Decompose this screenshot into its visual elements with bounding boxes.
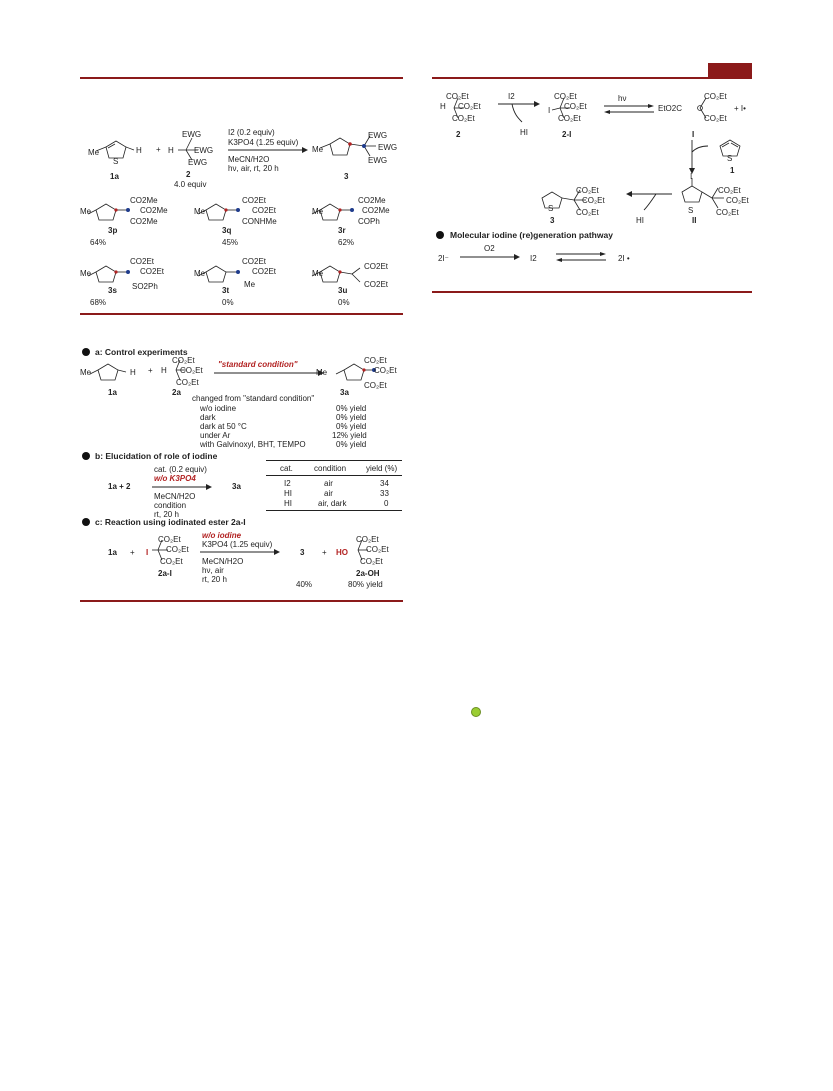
- condition-line: cat. (0.2 equiv): [154, 465, 207, 474]
- ewg-label: EWG: [368, 156, 388, 165]
- scheme-divider: [80, 313, 403, 315]
- control-row-yield: 0% yield: [336, 422, 367, 431]
- control-row-condition: w/o iodine: [200, 404, 237, 413]
- s-label: S: [548, 204, 554, 213]
- control-row-yield: 12% yield: [332, 431, 367, 440]
- product-id: 3t: [222, 286, 230, 295]
- i2-label: I2: [530, 254, 537, 263]
- h-label: H: [161, 366, 167, 375]
- iodine-label: I: [548, 106, 551, 115]
- iodine-label: I: [690, 172, 693, 181]
- condition-line: I2 (0.2 equiv): [228, 128, 275, 137]
- header-tag: [708, 63, 752, 77]
- group-label: CO₂Et: [704, 114, 727, 123]
- product-id: 3q: [222, 226, 232, 235]
- group-label: CO₂Et: [160, 557, 183, 566]
- condition-line: MeCN/H2O: [228, 155, 270, 164]
- product-yield: 62%: [338, 238, 355, 247]
- h-label: H: [168, 146, 174, 155]
- iodine-radical-label: + I•: [734, 104, 746, 113]
- condition-line: hν, air: [202, 566, 224, 575]
- equiv-label: 4.0 equiv: [174, 180, 207, 189]
- curved-arrow: [496, 100, 540, 130]
- group-label: CO₂Et: [716, 208, 739, 217]
- group-label: CO2Et: [242, 196, 267, 205]
- group-label: CO₂Et: [704, 92, 727, 101]
- group-label: CO2Et: [130, 257, 155, 266]
- product-id: 3u: [338, 286, 348, 295]
- me-label: Me: [316, 368, 328, 377]
- product-yield: 0%: [338, 298, 350, 307]
- product-yield: 64%: [90, 238, 107, 247]
- iodine-label: I: [146, 548, 149, 557]
- group-label: EtO2C: [658, 104, 683, 113]
- control-row-yield: 0% yield: [336, 440, 367, 449]
- group-label: CO₂Et: [176, 378, 199, 387]
- iodine-radical-label: 2I •: [618, 254, 630, 263]
- condition-line: K3PO4 (1.25 equiv): [202, 540, 273, 549]
- section-b-reactants: 1a + 2: [108, 482, 131, 491]
- reaction-arrow: [214, 370, 324, 376]
- group-label: CO2Et: [252, 267, 277, 276]
- h-label: H: [136, 146, 142, 155]
- group-label: CO₂Et: [576, 186, 599, 195]
- section-c-title: c: Reaction using iodinated ester 2a-I: [95, 517, 246, 527]
- table-rule: [266, 510, 402, 511]
- annotation-marker-icon[interactable]: [471, 707, 481, 717]
- bullet-dot: [82, 518, 90, 526]
- plus-sign: +: [148, 366, 153, 375]
- group-label: CO₂Et: [364, 381, 387, 390]
- reaction-arrow: [228, 147, 308, 153]
- bullet-dot: [82, 452, 90, 460]
- table-rule: [266, 460, 402, 461]
- compound-ii-label: II: [692, 216, 697, 225]
- condition-line: w/o iodine: [202, 531, 242, 540]
- group-label: CO₂Et: [166, 545, 189, 554]
- condition-line: MeCN/H2O: [154, 492, 196, 501]
- table-header: cat.: [280, 464, 293, 473]
- table-cell: 0: [384, 499, 389, 508]
- group-label: SO2Ph: [132, 282, 158, 291]
- equilibrium-arrow: [556, 252, 606, 264]
- product-id: 3s: [108, 286, 117, 295]
- header-rule-right: [432, 77, 752, 79]
- group-label: CO₂Et: [554, 92, 577, 101]
- control-row-condition: dark at 50 °C: [200, 422, 247, 431]
- group-label: CO₂Et: [452, 114, 475, 123]
- s-label: S: [688, 206, 694, 215]
- group-label: CO₂Et: [366, 545, 389, 554]
- condition-line: rt, 20 h: [202, 575, 227, 584]
- product-yield: 0%: [222, 298, 234, 307]
- group-label: CO₂Et: [576, 208, 599, 217]
- me-label: Me: [80, 368, 92, 377]
- control-row-condition: dark: [200, 413, 216, 422]
- compound-1a-label: 1a: [108, 388, 117, 397]
- me-label: Me: [88, 148, 100, 157]
- ewg-label: EWG: [188, 158, 208, 167]
- group-label: CO2Et: [252, 206, 277, 215]
- group-label: CO₂Et: [458, 102, 481, 111]
- s-label: S: [113, 157, 119, 166]
- product-yield: 45%: [222, 238, 239, 247]
- table-rule: [266, 475, 402, 476]
- curved-arrow: [626, 190, 676, 220]
- table-cell: HI: [284, 489, 292, 498]
- me-label: Me: [80, 269, 92, 278]
- plus-sign: +: [322, 548, 327, 557]
- me-label: Me: [194, 269, 206, 278]
- header-rule-left: [80, 77, 403, 79]
- group-label: CO₂Et: [564, 102, 587, 111]
- hydroxy-label: HO: [336, 548, 348, 557]
- compound-3a-label: 3a: [340, 388, 349, 397]
- compound-3-label: 3: [550, 216, 555, 225]
- me-label: Me: [312, 269, 324, 278]
- hi-label: HI: [520, 128, 528, 137]
- group-label: CO2Et: [242, 257, 267, 266]
- compound-1a-label: 1a: [108, 548, 117, 557]
- table-cell: air, dark: [318, 499, 347, 508]
- reaction-arrow: [200, 549, 280, 555]
- equilibrium-arrow: [604, 104, 654, 116]
- table-cell: 33: [380, 489, 389, 498]
- bullet-dot: [82, 348, 90, 356]
- group-label: CO₂Et: [718, 186, 741, 195]
- table-cell: I2: [284, 479, 291, 488]
- compound-2i-label: 2-I: [562, 130, 572, 139]
- me-label: Me: [80, 207, 92, 216]
- hv-label: hν: [618, 94, 627, 103]
- mechanism-divider: [432, 291, 752, 293]
- product-id: 3p: [108, 226, 118, 235]
- table-cell: air: [324, 479, 333, 488]
- bullet-dot: [436, 231, 444, 239]
- i2-label: I2: [508, 92, 515, 101]
- group-label: CO2Et: [364, 280, 389, 289]
- me-label: Me: [312, 207, 324, 216]
- ewg-label: EWG: [378, 143, 398, 152]
- condition-line: rt, 20 h: [154, 510, 179, 519]
- group-label: CO2Me: [358, 196, 386, 205]
- group-label: CONHMe: [242, 217, 277, 226]
- product-id: 3r: [338, 226, 346, 235]
- me-label: Me: [312, 145, 324, 154]
- group-label: Me: [244, 280, 256, 289]
- control-row-yield: 0% yield: [336, 404, 367, 413]
- section-a-title: a: Control experiments: [95, 347, 188, 357]
- iodide-label: 2I⁻: [438, 254, 449, 263]
- plus-sign: +: [156, 145, 161, 154]
- iodine-pathway-title: Molecular iodine (re)generation pathway: [450, 230, 613, 240]
- compound-2-label: 2: [186, 170, 191, 179]
- reaction-arrow: [152, 484, 212, 490]
- group-label: COPh: [358, 217, 380, 226]
- group-label: CO₂Et: [726, 196, 749, 205]
- standard-condition-label: "standard condition": [218, 360, 298, 369]
- group-label: CO2Me: [140, 206, 168, 215]
- compound-3-label: 3: [344, 172, 349, 181]
- control-divider: [80, 600, 403, 602]
- group-label: CO₂Et: [360, 557, 383, 566]
- condition-line: hν, air, rt, 20 h: [228, 164, 279, 173]
- hi-label: HI: [636, 216, 644, 225]
- ewg-label: EWG: [194, 146, 214, 155]
- yield-label: 80% yield: [348, 580, 383, 589]
- table-cell: HI: [284, 499, 292, 508]
- group-label: CO₂Et: [558, 114, 581, 123]
- compound-1-label: 1: [730, 166, 735, 175]
- condition-line: K3PO4 (1.25 equiv): [228, 138, 299, 147]
- h-label: H: [130, 368, 136, 377]
- h-label: H: [440, 102, 446, 111]
- compound-i-label: I: [692, 130, 695, 139]
- product-yield: 68%: [90, 298, 107, 307]
- control-row-condition: with Galvinoxyl, BHT, TEMPO: [200, 440, 306, 449]
- group-label: CO2Me: [130, 196, 158, 205]
- thiophene-1-structure: [714, 136, 754, 166]
- compound-2a-oh-label: 2a-OH: [356, 569, 380, 578]
- compound-3-label: 3: [300, 548, 305, 557]
- compound-2-label: 2: [456, 130, 461, 139]
- group-label: CO2Me: [362, 206, 390, 215]
- group-label: CO₂Et: [180, 366, 203, 375]
- group-label: CO₂Et: [158, 535, 181, 544]
- compound-1a-label: 1a: [110, 172, 119, 181]
- yield-label: 40%: [296, 580, 313, 589]
- group-label: CO₂Et: [582, 196, 605, 205]
- compound-2a-i-label: 2a-I: [158, 569, 172, 578]
- s-label: S: [727, 154, 733, 163]
- group-label: CO₂Et: [446, 92, 469, 101]
- group-label: CO₂Et: [356, 535, 379, 544]
- changed-from-label: changed from "standard condition": [192, 394, 315, 403]
- control-row-condition: under Ar: [200, 431, 231, 440]
- o2-label: O2: [484, 244, 495, 253]
- condition-line: w/o K3PO4: [154, 474, 196, 483]
- compound-3a-label: 3a: [232, 482, 241, 491]
- ewg-label: EWG: [182, 130, 202, 139]
- group-label: CO2Et: [364, 262, 389, 271]
- me-label: Me: [194, 207, 206, 216]
- table-header: yield (%): [366, 464, 398, 473]
- reaction-arrow: [460, 254, 520, 260]
- table-cell: air: [324, 489, 333, 498]
- group-label: CO₂Et: [172, 356, 195, 365]
- condition-line: MeCN/H2O: [202, 557, 244, 566]
- group-label: CO₂Et: [374, 366, 397, 375]
- plus-sign: +: [130, 548, 135, 557]
- group-label: CO2Me: [130, 217, 158, 226]
- condition-line: condition: [154, 501, 187, 510]
- group-label: CO₂Et: [364, 356, 387, 365]
- group-label: CO2Et: [140, 267, 165, 276]
- table-header: condition: [314, 464, 347, 473]
- control-row-yield: 0% yield: [336, 413, 367, 422]
- section-b-title: b: Elucidation of role of iodine: [95, 451, 218, 461]
- ewg-label: EWG: [368, 131, 388, 140]
- compound-2a-label: 2a: [172, 388, 181, 397]
- table-cell: 34: [380, 479, 389, 488]
